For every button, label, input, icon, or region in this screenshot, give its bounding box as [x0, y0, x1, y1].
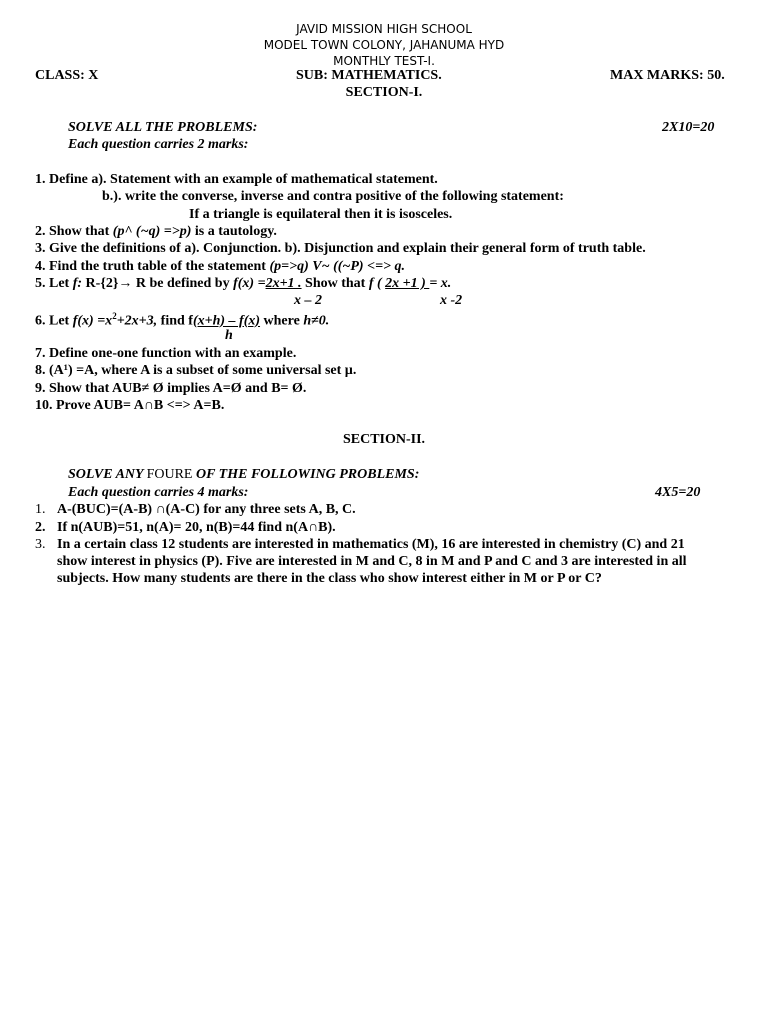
- question-6-rest: +2x+3,: [116, 313, 158, 329]
- section-1-title: SECTION-I.: [345, 85, 423, 100]
- section-2-instruction-a: SOLVE ANY: [68, 467, 147, 482]
- section-1-marks-note: Each question carries 2 marks:: [68, 137, 249, 152]
- school-address: MODEL TOWN COLONY, JAHANUMA HYD: [263, 38, 505, 52]
- question-9: 9. Show that AUB≠ Ø implies A=Ø and B= Ø.: [35, 381, 307, 396]
- question-5-numerator: 2x+1 .: [265, 276, 302, 291]
- question-6-find: find f: [157, 313, 193, 329]
- s2-item-3-number: 3.: [35, 537, 46, 552]
- s2-item-1-number: 1.: [35, 502, 46, 517]
- question-1-statement: If a triangle is equilateral then it is isosceles.: [189, 207, 453, 222]
- question-6-numerator: (x+h) – f(x): [192, 313, 261, 329]
- question-2-suffix: is a tautology.: [191, 224, 277, 239]
- section-1-marks-total: 2X10=20: [662, 120, 715, 135]
- question-4-expression: (p=>q) V~ ((~P) <=> q.: [269, 259, 406, 274]
- question-5-fx: f(x) =: [233, 276, 266, 291]
- question-6-denominator: h: [225, 328, 233, 343]
- s2-item-1-text: A-(BUC)=(A-B) ∩(A-C) for any three sets A, B, C.: [57, 502, 356, 517]
- question-6: 6. Let $f(x) =x^2+2x+3$, find f(x+h) – f(x) where h≠0.: [35, 311, 330, 329]
- question-1b: b.). write the converse, inverse and contra positive of the following statement:: [102, 189, 564, 204]
- question-5-denominator-2: x -2: [440, 293, 463, 308]
- question-8: 8. (A¹) =A, where A is a subset of some universal set µ.: [35, 363, 357, 378]
- max-marks-label: MAX MARKS: 50.: [610, 68, 725, 83]
- s2-item-3-line-2: show interest in physics (P). Five are interested in M and C, 8 in M and P and C and 3 are interested in all: [57, 554, 687, 569]
- question-5-numerator-2: 2x +1 ): [385, 276, 430, 291]
- section-1-instruction: SOLVE ALL THE PROBLEMS:: [68, 120, 258, 135]
- section-2-instruction: [68, 467, 419, 483]
- question-6-prefix: 6. Let: [35, 313, 73, 329]
- question-6-where: where: [260, 313, 304, 329]
- question-10: 10. Prove AUB= A∩B <=> A=B.: [35, 398, 225, 413]
- question-1a: 1. Define a). Statement with an example of mathematical statement.: [35, 172, 438, 187]
- section-2-title: SECTION-II.: [342, 432, 426, 447]
- question-5-domain: R-{2}: [82, 276, 119, 291]
- question-5: [35, 276, 451, 292]
- question-3: 3. Give the definitions of a). Conjunction. b). Disjunction and explain their general form of truth table.: [35, 241, 646, 256]
- question-5-denominator: x – 2: [294, 293, 322, 308]
- section-2-instruction-c: OF THE FOLLOWING PROBLEMS:: [192, 467, 420, 482]
- question-2-prefix: 2. Show that: [35, 224, 113, 239]
- question-5-show: Show that: [301, 276, 369, 291]
- question-7: 7. Define one-one function with an example.: [35, 346, 297, 361]
- class-label: CLASS: X: [35, 68, 99, 83]
- arrow-icon: →: [118, 276, 133, 291]
- s2-item-3-line-1: In a certain class 12 students are interested in mathematics (M), 16 are interested in chemistry (C) and 21: [57, 537, 685, 552]
- question-6-condition: h≠0.: [303, 313, 330, 329]
- question-5-equals: = x.: [429, 276, 452, 291]
- s2-item-2-text: If n(AUB)=51, n(A)= 20, n(B)=44 find n(A∩B).: [57, 520, 336, 535]
- question-4-prefix: 4. Find the truth table of the statement: [35, 259, 270, 274]
- question-5-f2: f (: [368, 276, 386, 291]
- question-5-f: f:: [72, 276, 83, 291]
- question-5-prefix: 5. Let: [35, 276, 73, 291]
- question-2: [35, 224, 277, 240]
- section-2-marks-note: Each question carries 4 marks:: [68, 485, 249, 500]
- question-2-expression: (p^ (~q) =>p): [112, 224, 192, 239]
- subject-label: SUB: MATHEMATICS.: [296, 68, 442, 83]
- s2-item-2-number: 2.: [35, 520, 46, 535]
- section-2-instruction-b: FOURE: [146, 467, 193, 482]
- question-6-f: f(x) =x: [72, 313, 113, 329]
- s2-item-3-line-3: subjects. How many students are there in the class who show interest either in M or P or C?: [57, 571, 602, 586]
- section-2-marks-total: 4X5=20: [655, 485, 701, 500]
- school-name: JAVID MISSION HIGH SCHOOL: [296, 22, 472, 36]
- question-5-defined: R be defined by: [132, 276, 234, 291]
- question-4: [35, 259, 405, 275]
- test-name: MONTHLY TEST-I.: [333, 54, 435, 68]
